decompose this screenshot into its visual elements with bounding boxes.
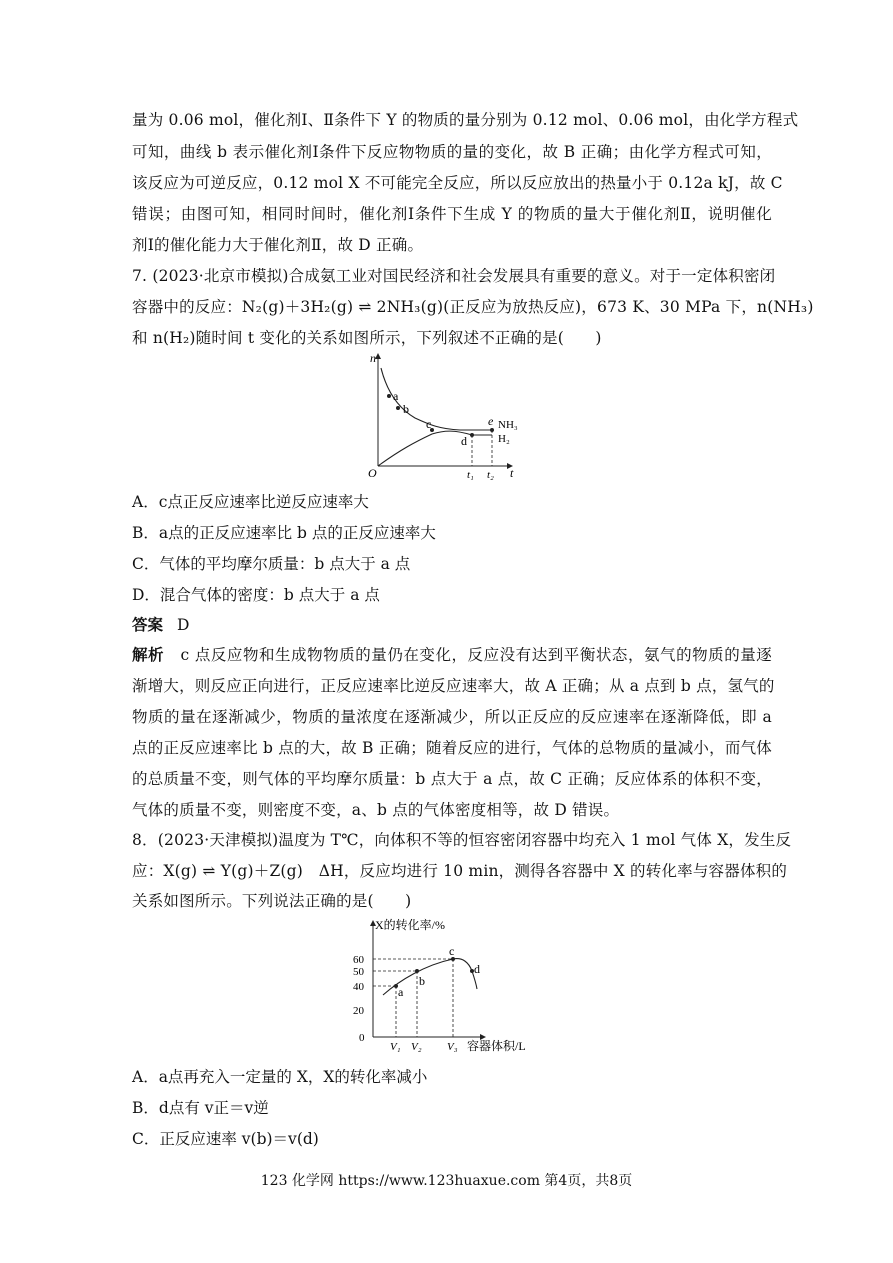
q8-ytick-20: 20 [353,1005,364,1017]
q8-stem-line: 关系如图所示。下列说法正确的是( ) [132,892,412,910]
q7-label-h2: H₂ [498,433,510,445]
q8-option-b: B．d点有 v正＝v逆 [132,1099,269,1117]
intro-line: 量为 0.06 mol，催化剂Ⅰ、Ⅱ条件下 Y 的物质的量分别为 0.12 mol、0.06 mol，由化学方程式 [132,111,799,129]
q7-analysis-line: 渐增大，则反应正向进行，正反应速率比逆反应速率大，故 A 正确；从 a 点到 b 点，氢气的 [132,677,775,695]
q8-ytick-50: 50 [353,966,364,978]
analysis-text: c 点反应物和生成物物质的量仍在变化，反应没有达到平衡状态，氨气的物质的量逐 [180,646,772,664]
q7-stem-line: 和 n(H₂)随时间 t 变化的关系如图所示，下列叙述不正确的是( ) [132,329,602,347]
q8-label-a: a [398,985,404,999]
q8-option-c: C．正反应速率 v(b)＝v(d) [132,1130,319,1148]
q7-analysis-line: 的总质量不变，则气体的平均摩尔质量：b 点大于 a 点，故 C 正确；反应体系的体积不变， [132,770,772,788]
q7-tick-t1: t₁ [467,469,474,481]
q7-point-b [396,406,400,410]
q7-option-a: A．c点正反应速率比逆反应速率大 [132,493,369,511]
q7-option-b: B．a点的正反应速率比 b 点的正反应速率大 [132,524,436,542]
q8-y-label: X的转化率/% [375,918,445,932]
q7-answer [132,613,189,635]
intro-line: 该反应为可逆反应，0.12 mol X 不可能完全反应，所以反应放出的热量小于 0.12a kJ，故 C [132,174,783,192]
q8-option-a: A．a点再充入一定量的 X，X的转化率减小 [132,1068,428,1086]
q7-label-e: e [488,414,494,428]
q8-xtick-v2: V₂ [411,1041,422,1053]
q7-x-label: t [510,466,514,480]
q8-point-b [415,969,419,973]
q8-xtick-v3: V₃ [447,1041,458,1053]
q7-option-d: D．混合气体的密度：b 点大于 a 点 [132,586,380,604]
analysis-label: 解析 [132,645,165,664]
q7-figure [360,350,540,485]
q7-point-e [490,428,494,432]
q7-tick-t2: t₂ [487,469,494,481]
q7-option-c: C．气体的平均摩尔质量：b 点大于 a 点 [132,555,411,573]
q7-analysis-line: 点的正反应速率比 b 点的大，故 B 正确；随着反应的进行，气体的总物质的量减小，而气体 [132,739,772,757]
q7-label-nh3: NH₃ [498,419,518,431]
q8-xtick-v1: V₁ [390,1041,401,1053]
page-footer: 123 化学网 https://www.123huaxue.com 第4页，共8页 [260,1173,633,1189]
q8-stem-line: 8．(2023·天津模拟)温度为 T℃，向体积不等的恒容密闭容器中均充入 1 mol 气体 X，发生反 [132,831,792,849]
q8-origin-label: 0 [359,1032,365,1044]
q7-label-b: b [403,402,409,416]
q8-label-d: d [474,962,480,976]
answer-value: D [177,616,190,634]
q8-ytick-60: 60 [353,954,364,966]
q8-label-b: b [419,974,425,988]
q8-x-label: 容器体积/L [467,1039,526,1053]
intro-line: 错误；由图可知，相同时间时，催化剂Ⅰ条件下生成 Y 的物质的量大于催化剂Ⅱ，说明催化 [132,205,772,223]
q7-stem-line: 7. (2023·北京市模拟)合成氨工业对国民经济和社会发展具有重要的意义。对于一定体积密闭 [132,267,776,285]
q7-point-a [387,394,391,398]
answer-label: 答案 [132,615,164,634]
q7-label-a: a [393,389,399,403]
q8-ytick-40: 40 [353,981,364,993]
q7-analysis-line: 气体的质量不变，则密度不变，a、b 点的气体密度相等，故 D 错误。 [132,801,620,819]
intro-line: 剂Ⅰ的催化能力大于催化剂Ⅱ，故 D 正确。 [132,236,424,254]
q7-point-d [470,433,474,437]
q7-nh3-curve [378,431,492,466]
q8-figure [345,915,555,1055]
q7-y-label: n [370,351,376,365]
intro-line: 可知，曲线 b 表示催化剂Ⅰ条件下反应物物质的量的变化，故 B 正确；由化学方程式可知， [132,143,772,161]
q7-analysis-line: 物质的量在逐渐减少，物质的量浓度在逐渐减少，所以正反应的反应速率在逐渐降低，即 a [132,708,772,726]
q7-origin-label: O [368,466,377,480]
q7-label-c: c [426,417,432,431]
q7-stem-line: 容器中的反应：N₂(g)＋3H₂(g) ⇌ 2NH₃(g)(正反应为放热反应)，673 K、30 MPa 下，n(NH₃) [132,298,814,316]
q7-analysis-line [132,643,772,665]
q8-label-c: c [449,944,455,958]
q7-label-d: d [461,434,467,448]
q8-stem-line: 应：X(g) ⇌ Y(g)＋Z(g) ΔH，反应均进行 10 min，测得各容器中 X 的转化率与容器体积的 [132,862,788,880]
